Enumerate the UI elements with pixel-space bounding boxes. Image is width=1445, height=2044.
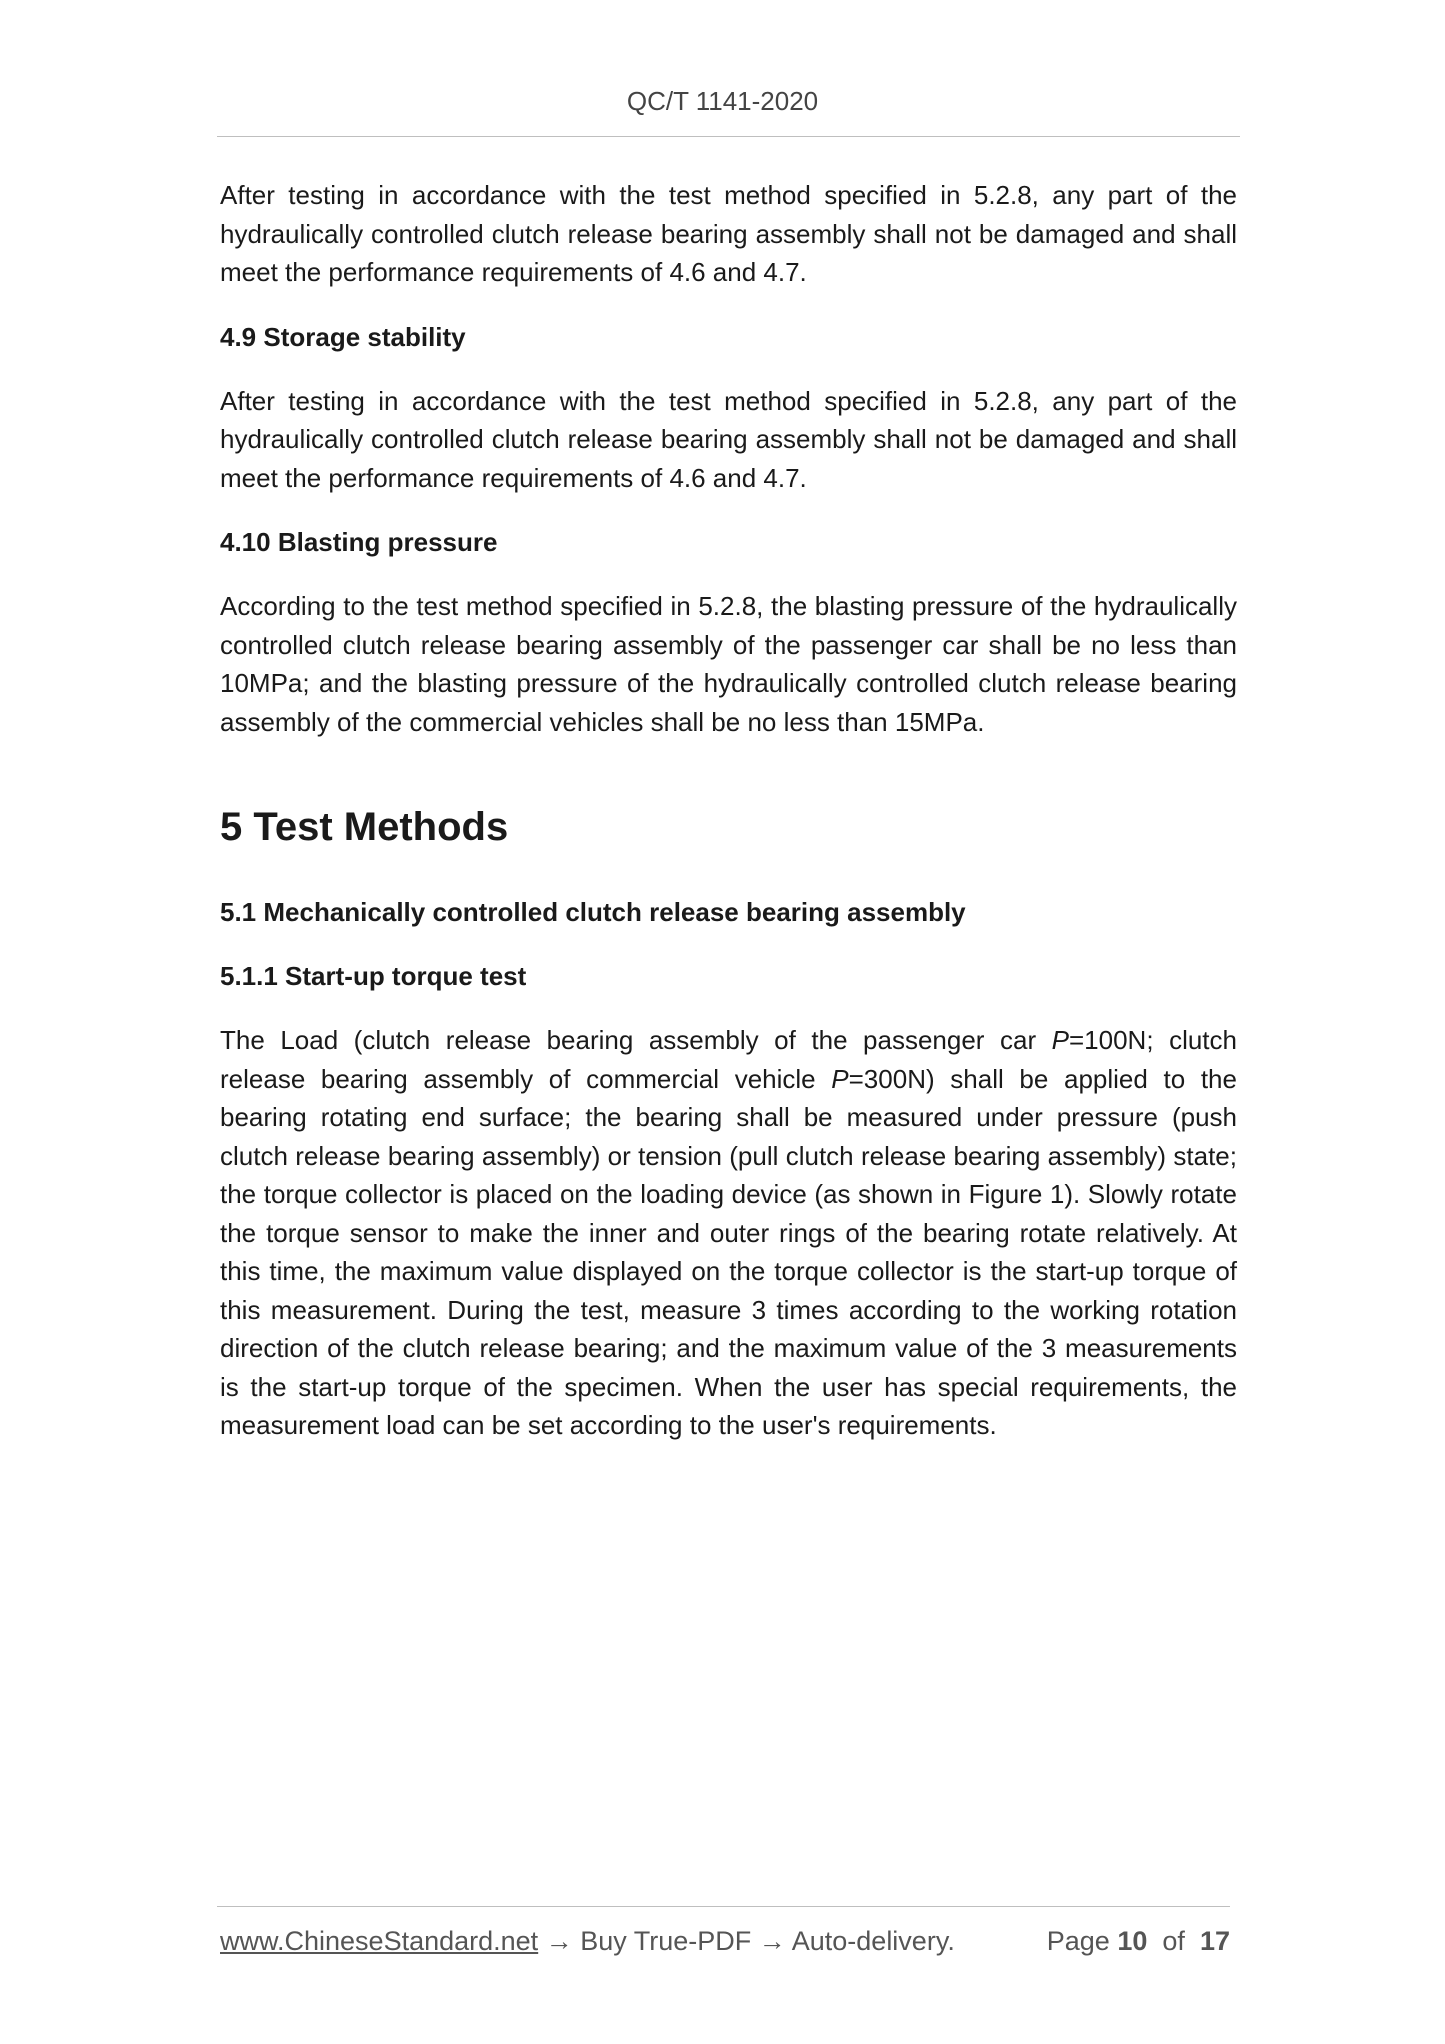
- paragraph-4-9-body: After testing in accordance with the test method specified in 5.2.8, any part of the hydraulically controlled clutch release bearing assembly shall not be damaged and shall meet the performance requirements of 4.6 and 4.7.: [220, 385, 1237, 493]
- page-content: [220, 176, 1237, 1471]
- heading-5: 5 Test Methods: [220, 805, 509, 849]
- of-label: of: [1162, 1926, 1185, 1956]
- paragraph-5-1-1-body: [220, 1021, 1237, 1445]
- text-run: =100N; clutch release bearing assembly of commercial vehicle: [220, 1025, 1237, 1094]
- variable-p: P: [831, 1063, 849, 1094]
- paragraph-4-10-body: According to the test method specified in 5.2.8, the blasting pressure of the hydraulically controlled clutch release bearing assembly of the passenger car shall be no less than 10MPa; and the blasting pressure of the hydraulically controlled clutch release bearing assembly of the commercial vehicles shall be no less than 15MPa.: [220, 591, 1237, 737]
- header-divider: [217, 136, 1240, 137]
- heading-4-10: 4.10 Blasting pressure: [220, 527, 498, 557]
- heading-4-9: 4.9 Storage stability: [220, 321, 466, 352]
- page-indicator: [1047, 1926, 1230, 1957]
- heading-5-1: 5.1 Mechanically controlled clutch release bearing assembly: [220, 897, 966, 927]
- heading-5-1-1: 5.1.1 Start-up torque test: [220, 961, 527, 991]
- variable-p: P: [1051, 1025, 1069, 1055]
- page-footer: [220, 1926, 1230, 1957]
- text-run: =300N) shall be applied to the bearing rotating end surface; the bearing shall be measured under pressure (push clutch release bearing assembly) or tension (pull clutch release bearing assembly) state; the torque collector is placed on the loading device (as shown in Figure 1). Slowly rotate the torque sensor to make the inner and outer rings of the bearing rotate relatively. At this time, the maximum value displayed on the torque collector is the start-up torque of this measurement. During the test, measure 3 times according to the working rotation direction of the clutch release bearing; and the maximum value of the 3 measurements is the start-up torque of the specimen. When the user has special requirements, the measurement load can be set according to the user's requirements.: [220, 1063, 1237, 1440]
- text-run: The Load (clutch release bearing assembly of the passenger car: [220, 1025, 1052, 1055]
- footer-divider: [217, 1906, 1230, 1907]
- page-total: 17: [1199, 1926, 1230, 1956]
- page-header: QC/T 1141-2020: [626, 86, 819, 116]
- site-link[interactable]: www.ChineseStandard.net: [220, 1926, 539, 1956]
- page-label: Page: [1046, 1926, 1110, 1956]
- paragraph-4-8-body: After testing in accordance with the test method specified in 5.2.8, any part of the hydraulically controlled clutch release bearing assembly shall not be damaged and shall meet the performance requirements of 4.6 and 4.7.: [220, 180, 1237, 287]
- page-number: 10: [1117, 1926, 1148, 1956]
- footer-tagline: → Buy True-PDF → Auto-delivery.: [538, 1926, 955, 1956]
